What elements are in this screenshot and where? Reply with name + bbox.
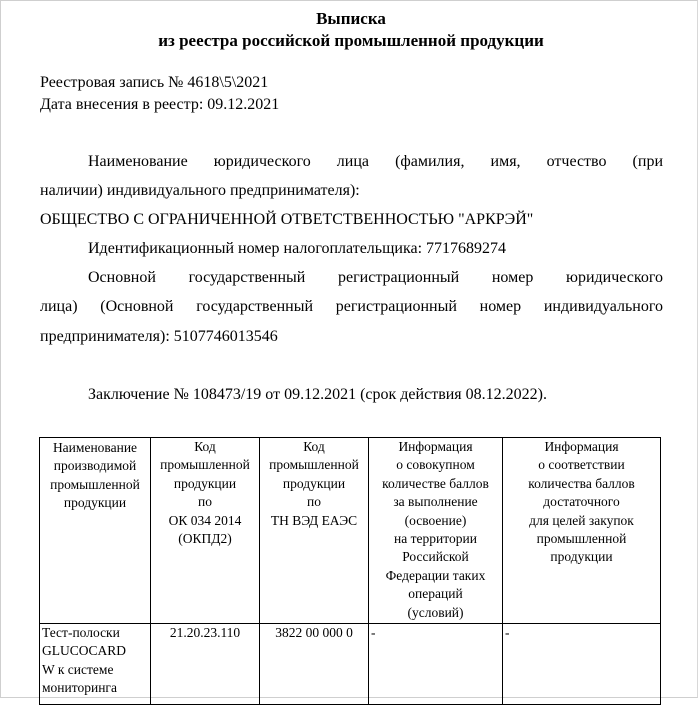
ogrn-label-cont: лица) (Основной государственный регистрационный номер индивидуального: [40, 298, 663, 315]
header-points-info: Информация о совокупном количестве баллов за выполнение (освоение) на территории Российской Федерации таких операций (условий): [369, 438, 503, 624]
cell-tnved-code: 3822 00 000 0: [260, 624, 369, 705]
ogrn-value: предпринимателя): 5107746013546: [40, 328, 278, 345]
registry-date: Дата внесения в реестр: 09.12.2021: [40, 96, 280, 113]
header-sufficiency-info: Информация о соответствии количества баллов достаточного для целей закупок промышленной продукции: [503, 438, 661, 624]
company-name: ОБЩЕСТВО С ОГРАНИЧЕННОЙ ОТВЕТСТВЕННОСТЬЮ "АРКРЭЙ": [40, 211, 534, 228]
header-okpd2-code: Код промышленной продукции по ОК 034 2014 (ОКПД2): [151, 438, 260, 624]
entity-name-label: Наименование юридического лица (фамилия, имя, отчество (при: [88, 153, 663, 170]
ogrn-label: Основной государственный регистрационный номер юридического: [88, 269, 663, 286]
document-subtitle: из реестра российской промышленной продукции: [158, 31, 544, 50]
header-product-name: Наименование производимой промышленной продукции: [40, 438, 151, 624]
conclusion: Заключение № 108473/19 от 09.12.2021 (срок действия 08.12.2022).: [88, 386, 547, 403]
table-row: [40, 624, 661, 705]
cell-sufficiency-info: -: [503, 624, 661, 705]
table-header-row: [40, 438, 661, 624]
registry-entry: Реестровая запись № 4618\5\2021: [40, 74, 269, 91]
products-table: [39, 437, 661, 705]
cell-product-name: Тест-полоски GLUCOCARD W к системе мониторинга: [40, 624, 151, 705]
inn: Идентификационный номер налогоплательщика: 7717689274: [88, 240, 507, 257]
document-title: Выписка: [316, 9, 386, 28]
entity-name-label-cont: наличии) индивидуального предпринимателя):: [40, 182, 360, 199]
cell-okpd2-code: 21.20.23.110: [151, 624, 260, 705]
header-tnved-code: Код промышленной продукции по ТН ВЭД ЕАЭС: [260, 438, 369, 624]
cell-points-info: -: [369, 624, 503, 705]
